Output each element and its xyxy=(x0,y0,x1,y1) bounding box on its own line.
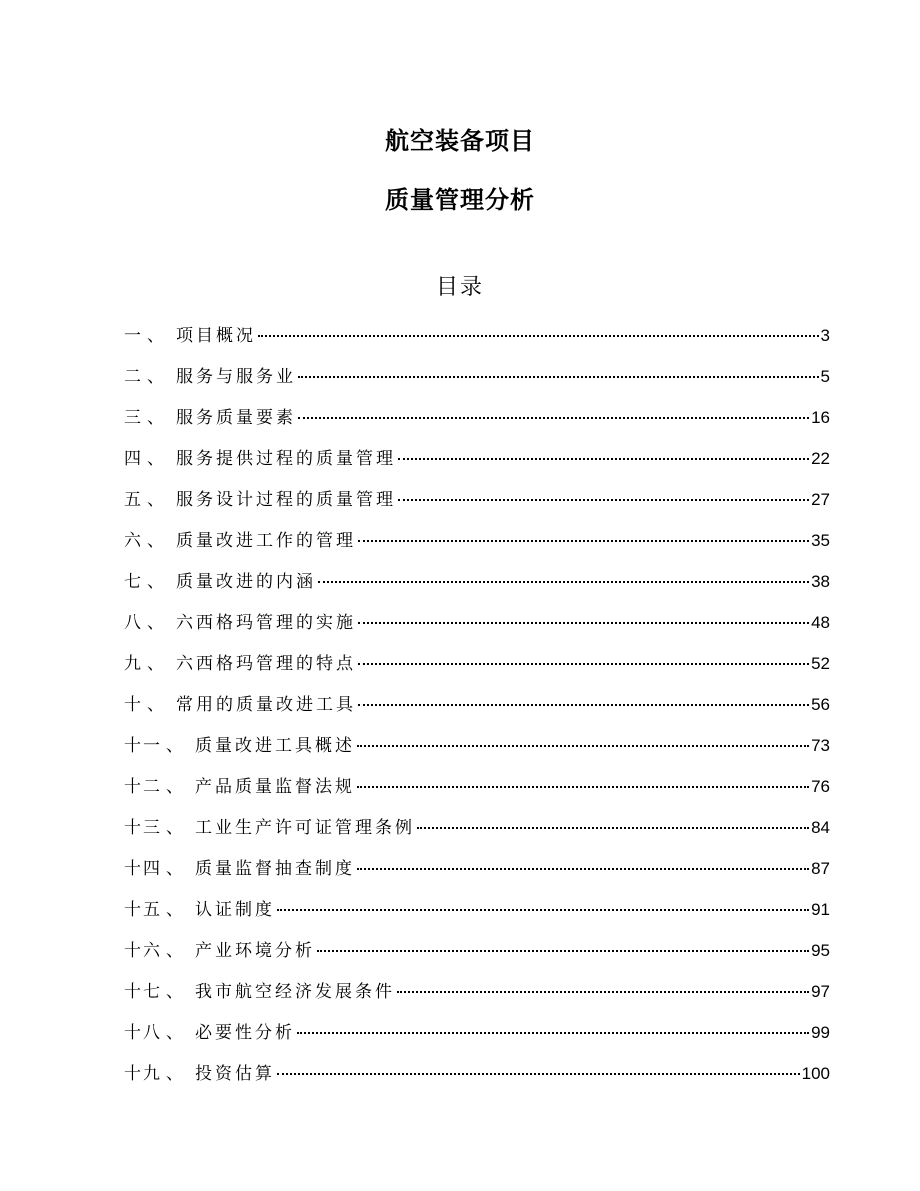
toc-entry[interactable] xyxy=(124,1060,830,1101)
toc-entry-number: 十七 xyxy=(124,982,162,1002)
toc-entry-page: 35 xyxy=(811,531,830,550)
toc-entry-separator: 、 xyxy=(166,900,183,920)
toc-heading: 目录 xyxy=(435,275,484,300)
toc-entry-page: 99 xyxy=(811,1023,830,1042)
toc-entry-separator: 、 xyxy=(147,367,164,387)
toc-entry-separator: 、 xyxy=(166,736,183,756)
toc-leader-dots xyxy=(277,909,809,911)
toc-entry-number: 十三 xyxy=(124,818,162,838)
toc-entry-number: 十六 xyxy=(124,941,162,961)
toc-leader-dots xyxy=(277,1073,800,1075)
toc-entry[interactable] xyxy=(124,445,830,486)
toc-entry-page: 16 xyxy=(811,408,830,427)
toc-entry-page: 76 xyxy=(811,777,830,796)
toc-entry-separator: 、 xyxy=(147,572,164,592)
toc-entry-number: 一 xyxy=(124,326,143,346)
toc-entry[interactable] xyxy=(124,814,830,855)
toc-entry-page: 52 xyxy=(811,654,830,673)
toc-entry-page: 5 xyxy=(820,367,830,386)
toc-entry[interactable] xyxy=(124,773,830,814)
toc-entry[interactable] xyxy=(124,363,830,404)
toc-leader-dots xyxy=(298,376,819,378)
toc-entry-separator: 、 xyxy=(147,654,164,674)
toc-entry[interactable] xyxy=(124,1019,830,1060)
toc-entry[interactable] xyxy=(124,978,830,1019)
toc-entry-separator: 、 xyxy=(166,982,183,1002)
toc-entry-label: 认证制度 xyxy=(195,900,275,920)
toc-entry-label: 常用的质量改进工具 xyxy=(176,695,356,715)
toc-entry-separator: 、 xyxy=(147,531,164,551)
toc-entry-number: 四 xyxy=(124,449,143,469)
toc-entry-number: 十八 xyxy=(124,1023,162,1043)
toc-leader-dots xyxy=(258,335,819,337)
toc-leader-dots xyxy=(358,663,809,665)
toc-leader-dots xyxy=(358,622,809,624)
toc-entry-label: 工业生产许可证管理条例 xyxy=(195,818,415,838)
toc-entry-separator: 、 xyxy=(147,695,164,715)
toc-entry-label: 六西格玛管理的特点 xyxy=(176,654,356,674)
toc-entry[interactable] xyxy=(124,937,830,978)
toc-entry-label: 服务提供过程的质量管理 xyxy=(176,449,396,469)
toc-entry-separator: 、 xyxy=(166,1023,183,1043)
toc-entry-number: 二 xyxy=(124,367,143,387)
toc-entry-separator: 、 xyxy=(147,449,164,469)
toc-leader-dots xyxy=(357,868,809,870)
toc-entry-page: 22 xyxy=(811,449,830,468)
toc-entry-number: 十一 xyxy=(124,736,162,756)
toc-entry-separator: 、 xyxy=(147,408,164,428)
toc-leader-dots xyxy=(358,704,809,706)
toc-entry-label: 我市航空经济发展条件 xyxy=(195,982,395,1002)
toc-entry-page: 87 xyxy=(811,859,830,878)
toc-leader-dots xyxy=(298,417,809,419)
toc-entry-page: 27 xyxy=(811,490,830,509)
toc-entry[interactable] xyxy=(124,896,830,937)
toc-leader-dots xyxy=(417,827,809,829)
toc-entry-number: 八 xyxy=(124,613,143,633)
toc-entry-label: 质量改进工作的管理 xyxy=(176,531,356,551)
toc-entry-label: 服务与服务业 xyxy=(176,367,296,387)
toc-entry-page: 100 xyxy=(801,1064,830,1083)
toc-leader-dots xyxy=(297,1032,809,1034)
toc-entry-label: 质量监督抽查制度 xyxy=(195,859,355,879)
toc-leader-dots xyxy=(357,786,809,788)
document-title-line-1: 航空装备项目 xyxy=(385,127,535,155)
toc-entry[interactable] xyxy=(124,486,830,527)
toc-entry-number: 十 xyxy=(124,695,143,715)
toc-entry-page: 97 xyxy=(811,982,830,1001)
toc-leader-dots xyxy=(398,499,809,501)
toc-entry-page: 91 xyxy=(811,900,830,919)
toc-entry[interactable] xyxy=(124,568,830,609)
toc-entry-label: 投资估算 xyxy=(195,1064,275,1084)
toc-entry[interactable] xyxy=(124,691,830,732)
table-of-contents xyxy=(124,322,830,1101)
toc-leader-dots xyxy=(397,991,809,993)
toc-entry-separator: 、 xyxy=(166,1064,183,1084)
toc-entry-label: 项目概况 xyxy=(176,326,256,346)
toc-entry-number: 六 xyxy=(124,531,143,551)
toc-entry[interactable] xyxy=(124,855,830,896)
toc-entry-separator: 、 xyxy=(166,818,183,838)
toc-entry[interactable] xyxy=(124,609,830,650)
toc-entry-page: 38 xyxy=(811,572,830,591)
toc-entry[interactable] xyxy=(124,404,830,445)
toc-entry-separator: 、 xyxy=(166,941,183,961)
toc-entry-label: 产品质量监督法规 xyxy=(195,777,355,797)
toc-entry[interactable] xyxy=(124,650,830,691)
toc-leader-dots xyxy=(357,745,809,747)
toc-entry-separator: 、 xyxy=(147,490,164,510)
toc-entry-number: 十九 xyxy=(124,1064,162,1084)
toc-entry-separator: 、 xyxy=(166,777,183,797)
toc-entry-page: 84 xyxy=(811,818,830,837)
toc-entry-page: 56 xyxy=(811,695,830,714)
toc-entry-label: 质量改进的内涵 xyxy=(176,572,316,592)
toc-entry-number: 五 xyxy=(124,490,143,510)
toc-entry-number: 十五 xyxy=(124,900,162,920)
toc-leader-dots xyxy=(318,581,809,583)
toc-leader-dots xyxy=(358,540,809,542)
toc-entry[interactable] xyxy=(124,732,830,773)
toc-entry-number: 十四 xyxy=(124,859,162,879)
toc-leader-dots xyxy=(398,458,809,460)
toc-entry-page: 95 xyxy=(811,941,830,960)
toc-entry-number: 十二 xyxy=(124,777,162,797)
toc-leader-dots xyxy=(317,950,809,952)
toc-entry[interactable] xyxy=(124,527,830,568)
toc-entry-number: 九 xyxy=(124,654,143,674)
toc-entry-label: 服务设计过程的质量管理 xyxy=(176,490,396,510)
toc-entry-number: 七 xyxy=(124,572,143,592)
toc-entry[interactable] xyxy=(124,322,830,363)
toc-entry-label: 质量改进工具概述 xyxy=(195,736,355,756)
document-title-line-2: 质量管理分析 xyxy=(385,186,535,214)
toc-entry-label: 六西格玛管理的实施 xyxy=(176,613,356,633)
toc-entry-page: 73 xyxy=(811,736,830,755)
toc-entry-page: 48 xyxy=(811,613,830,632)
toc-entry-separator: 、 xyxy=(166,859,183,879)
toc-entry-separator: 、 xyxy=(147,613,164,633)
toc-entry-separator: 、 xyxy=(147,326,164,346)
toc-entry-number: 三 xyxy=(124,408,143,428)
toc-entry-label: 必要性分析 xyxy=(195,1023,295,1043)
toc-entry-label: 服务质量要素 xyxy=(176,408,296,428)
toc-entry-page: 3 xyxy=(820,326,830,345)
toc-entry-label: 产业环境分析 xyxy=(195,941,315,961)
